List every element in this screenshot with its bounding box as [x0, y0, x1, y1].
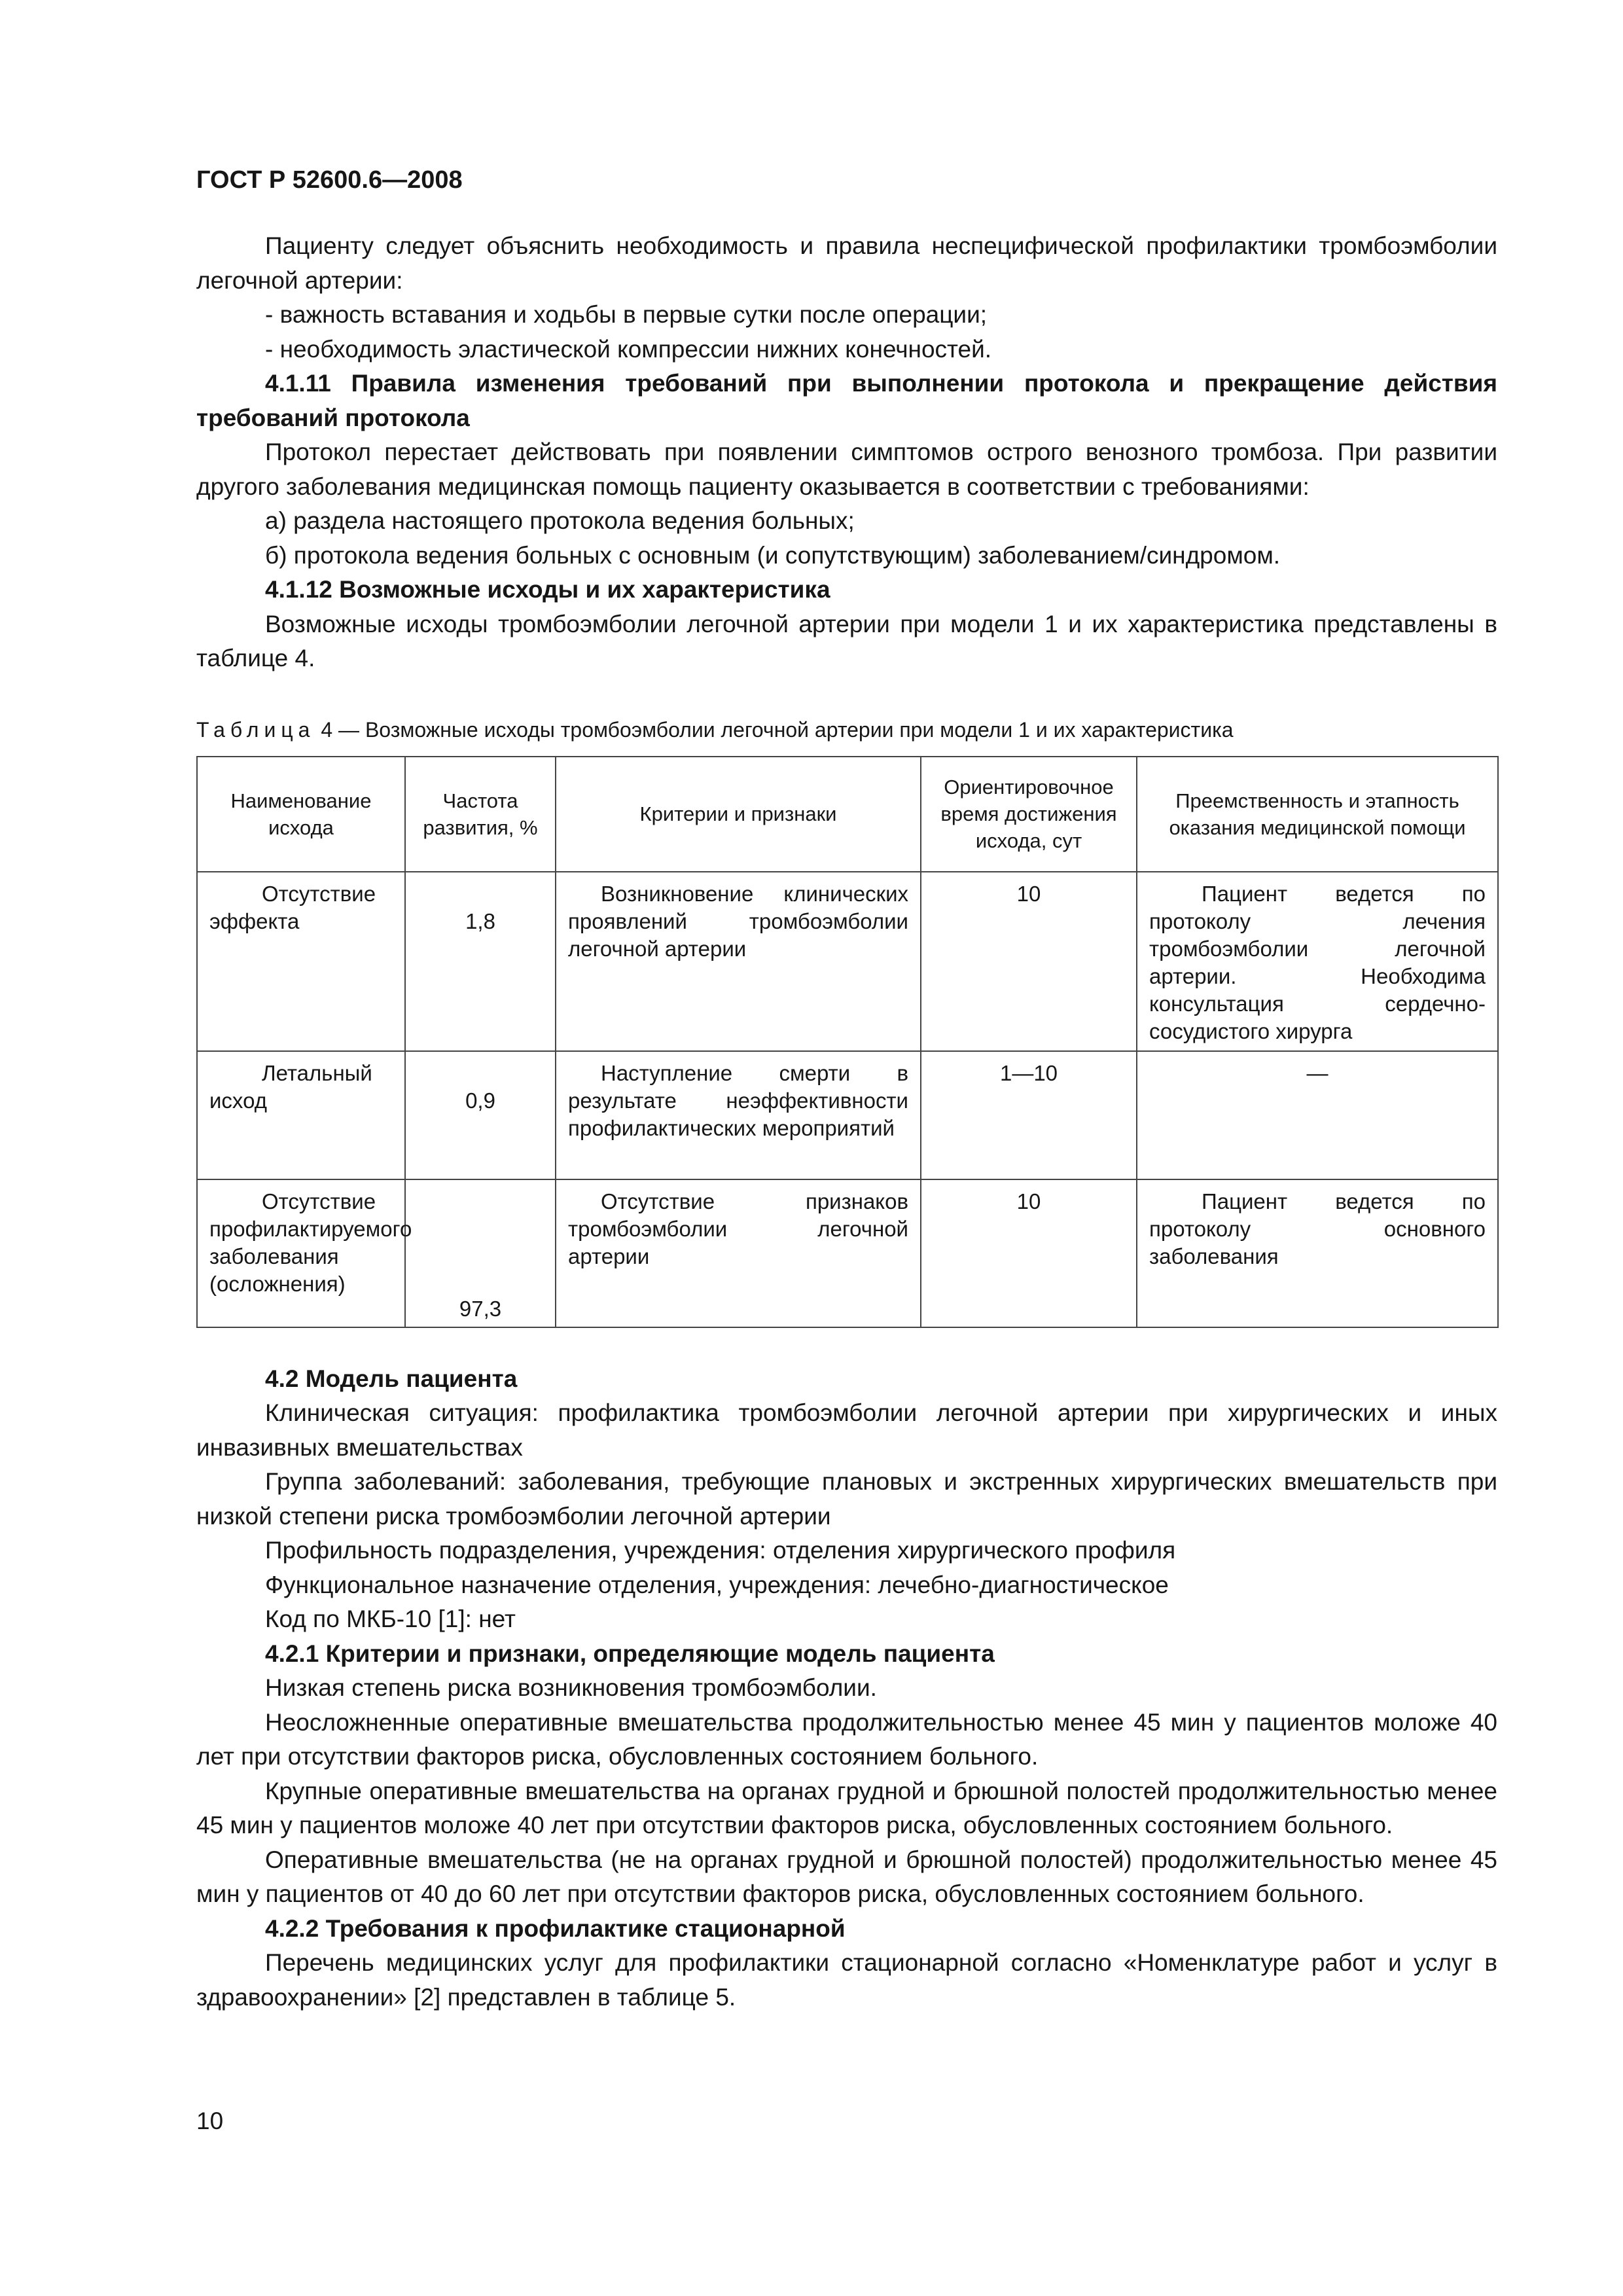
section-4-2-1-paragraph: Оперативные вмешательства (не на органах грудной и брюшной полостей) продолжительностью менее 45 мин у пациентов от 40 до 60 лет при отсутствии факторов риска, обусловленных состоянием больного. [196, 1846, 1497, 1907]
outcome-time: 10 [921, 1179, 1137, 1327]
section-4-1-11-item: б) протокола ведения больных с основным (и сопутствующим) заболеванием/синдромом. [265, 541, 1281, 569]
section-4-2-1-paragraph: Неосложненные оперативные вмешательства продолжительностью менее 45 мин у пациентов моложе 40 лет при отсутствии факторов риска, обусловленных состоянием больного. [196, 1708, 1497, 1770]
outcome-criteria: Отсутствие признаков тромбоэмболии легочной артерии [568, 1189, 908, 1268]
section-4-2-paragraph: Группа заболеваний: заболевания, требующие плановых и экстренных хирургических вмешательств при низкой степени риска тромбоэмболии легочной артерии [196, 1468, 1497, 1530]
outcome-frequency: 97,3 [405, 1179, 556, 1327]
header-criteria: Критерии и признаки [556, 757, 921, 872]
table-row [197, 1179, 1498, 1327]
section-4-2-1-heading: 4.2.1 Критерии и признаки, определяющие модель пациента [265, 1640, 995, 1667]
table-caption-text: 4 — Возможные исходы тромбоэмболии легочной артерии при модели 1 и их характеристика [321, 717, 1234, 742]
document-code: ГОСТ Р 52600.6—2008 [196, 166, 463, 194]
outcome-time: 1—10 [921, 1051, 1137, 1179]
section-4-2-heading: 4.2 Модель пациента [265, 1365, 518, 1392]
table-row [197, 872, 1498, 1051]
outcome-continuity: — [1137, 1051, 1498, 1179]
header-outcome-name: Наименование исхода [197, 757, 405, 872]
outcome-name: Отсутствие эффекта [209, 881, 376, 933]
outcome-continuity: Пациент ведется по протоколу основного заболевания [1149, 1189, 1486, 1268]
table-caption-word: Таблица [196, 717, 315, 742]
header-frequency: Частота развития, % [405, 757, 556, 872]
section-4-2-paragraph: Функциональное назначение отделения, учреждения: лечебно-диагностическое [265, 1571, 1169, 1598]
section-4-1-11-text: Протокол перестает действовать при появлении симптомов острого венозного тромбоза. При развитии другого заболевания медицинская помощь пациенту оказывается в соответствии с требованиями: [196, 439, 1497, 500]
section-4-2-paragraph: Профильность подразделения, учреждения: отделения хирургического профиля [265, 1537, 1176, 1564]
outcome-name: Отсутствие профилактируемого заболевания (осложнения) [209, 1189, 412, 1296]
section-4-2-1-paragraph: Крупные оперативные вмешательства на органах грудной и брюшной полостей продолжительностью менее 45 мин у пациентов моложе 40 лет при отсутствии факторов риска, обусловленных состоянием больного. [196, 1777, 1497, 1839]
table-4-caption [196, 715, 1497, 744]
section-4-1-12-text: Возможные исходы тромбоэмболии легочной артерии при модели 1 и их характеристика представлены в таблице 4. [196, 610, 1497, 672]
outcome-frequency: 0,9 [405, 1051, 556, 1179]
outcome-frequency: 1,8 [405, 872, 556, 1051]
section-4-2-paragraph: Код по МКБ-10 [1]: нет [265, 1605, 516, 1632]
intro-list-item: - необходимость эластической компрессии нижних конечностей. [265, 335, 992, 363]
table-row [197, 1051, 1498, 1179]
section-4-1-11-heading: 4.1.11 Правила изменения требований при выполнении протокола и прекращение действия требований протокола [196, 370, 1497, 431]
section-4-2-paragraph: Клиническая ситуация: профилактика тромбоэмболии легочной артерии при хирургических и иных инвазивных вмешательствах [196, 1399, 1497, 1461]
page-number: 10 [196, 2108, 224, 2134]
section-4-2-2-text: Перечень медицинских услуг для профилактики стационарной согласно «Номенклатуре работ и услуг в здравоохранении» [2] представлен в таблице 5. [196, 1949, 1497, 2011]
section-4-2-2-heading: 4.2.2 Требования к профилактике стационарной [265, 1914, 846, 1942]
intro-list-item: - важность вставания и ходьбы в первые сутки после операции; [265, 301, 988, 328]
section-4-2-1-paragraph: Низкая степень риска возникновения тромбоэмболии. [265, 1674, 877, 1701]
section-4-2 [196, 1362, 1497, 2015]
outcomes-table [196, 756, 1499, 1328]
intro-paragraph: Пациенту следует объяснить необходимость и правила неспецифической профилактики тромбоэмболии легочной артерии: [196, 232, 1497, 294]
page-body [196, 229, 1497, 2015]
outcome-criteria: Наступление смерти в результате неэффективности профилактических мероприятий [568, 1060, 908, 1140]
outcome-continuity: Пациент ведется по протоколу лечения тромбоэмболии легочной артерии. Необходима консультация сердечно-сосудистого хирурга [1149, 881, 1486, 1043]
outcome-time: 10 [921, 872, 1137, 1051]
outcome-criteria: Возникновение клинических проявлений тромбоэмболии легочной артерии [568, 881, 908, 961]
table-header-row [197, 757, 1498, 872]
outcome-name: Летальный исход [209, 1060, 372, 1113]
header-continuity: Преемственность и этапность оказания медицинской помощи [1137, 757, 1498, 872]
section-4-1-12-heading: 4.1.12 Возможные исходы и их характеристика [265, 576, 830, 603]
header-time: Ориентировочное время достижения исхода, сут [921, 757, 1137, 872]
section-4-1-11-item: а) раздела настоящего протокола ведения больных; [265, 507, 855, 534]
